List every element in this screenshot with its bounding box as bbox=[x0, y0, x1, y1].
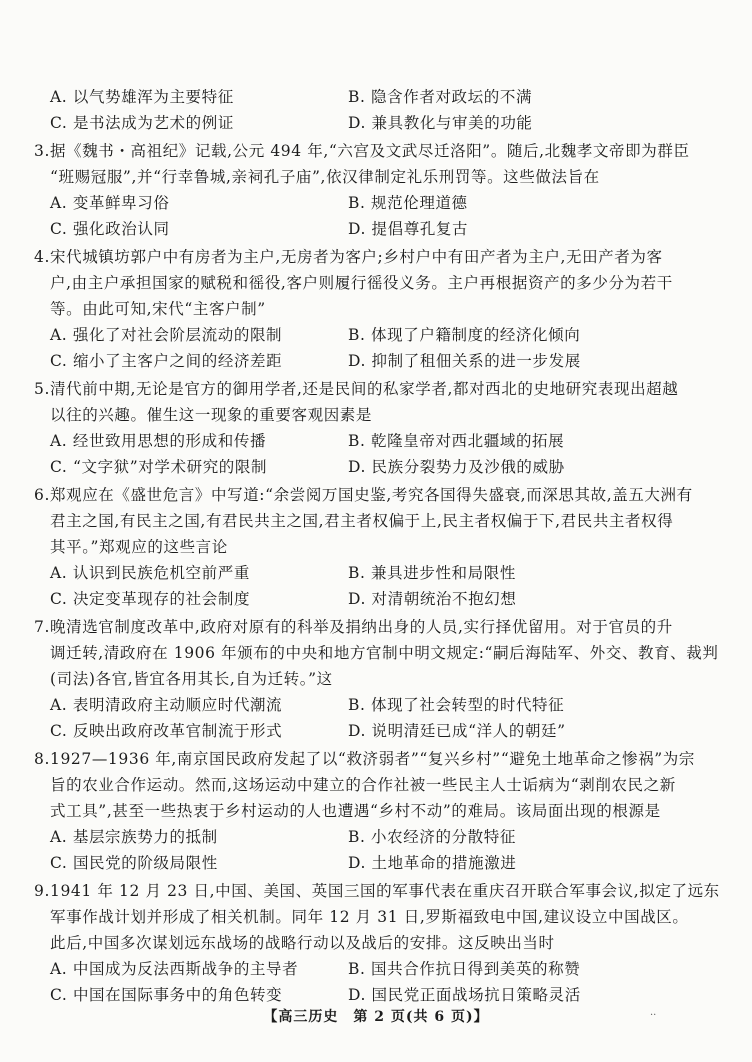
option-c: C. 反映出政府改革官制流于形式 bbox=[50, 722, 283, 740]
question-7-stem: 7.晚清选官制度改革中,政府对原有的科举及捐纳出身的人员,实行择优留用。对于官员的升 bbox=[34, 618, 673, 636]
option-d: D. 抑制了租佃关系的进一步发展 bbox=[348, 352, 581, 370]
scan-mark: ·· bbox=[650, 1010, 657, 1021]
option-a: A. 表明清政府主动顺应时代潮流 bbox=[50, 696, 283, 714]
option-a: A. 以气势雄浑为主要特征 bbox=[50, 88, 234, 106]
question-3-stem: 3.据《魏书・高祖纪》记载,公元 494 年,“六宫及文武尽迁洛阳”。随后,北魏孝文帝即为群臣 bbox=[34, 142, 690, 160]
option-b: B. 隐含作者对政坛的不满 bbox=[348, 88, 533, 106]
question-5-stem-cont: 以往的兴趣。催生这一现象的重要客观因素是 bbox=[50, 406, 373, 424]
option-a: A. 变革鲜卑习俗 bbox=[50, 194, 170, 212]
question-8-stem-cont: 式工具”,甚至一些热衷于乡村运动的人也遭遇“乡村不动”的难局。该局面出现的根源是 bbox=[50, 802, 661, 820]
option-c: C. 中国在国际事务中的角色转变 bbox=[50, 986, 283, 1004]
question-5-stem: 5.清代前中期,无论是官方的御用学者,还是民间的私家学者,都对西北的史地研究表现出超越 bbox=[34, 380, 679, 398]
question-6-stem-cont: 君主之国,有民主之国,有君民共主之国,君主者权偏于上,民主者权偏于下,君民共主者权得 bbox=[50, 512, 674, 530]
question-4-stem-cont: 户,由主户承担国家的赋税和徭役,客户则履行徭役义务。主户再根据资产的多少分为若干 bbox=[50, 274, 673, 292]
question-6-stem: 6.郑观应在《盛世危言》中写道:“余尝阅万国史鉴,考究各国得失盛衰,而深思其故,盖五大洲有 bbox=[34, 486, 693, 504]
option-d: D. 土地革命的措施激进 bbox=[348, 854, 517, 872]
question-7-stem-cont: 调迁转,清政府在 1906 年颁布的中央和地方官制中明文规定:“嗣后海陆军、外交、教育、裁判 bbox=[50, 644, 719, 662]
question-8-stem-cont: 旨的农业合作运动。然而,这场运动中建立的合作社被一些民主人士诟病为“剥削农民之新 bbox=[50, 776, 676, 794]
option-d: D. 说明清廷已成“洋人的朝廷” bbox=[348, 722, 566, 740]
option-b: B. 乾隆皇帝对西北疆域的拓展 bbox=[348, 432, 565, 450]
question-9-stem-cont: 军事作战计划并形成了相关机制。同年 12 月 31 日,罗斯福致电中国,建议设立中国战区。 bbox=[50, 908, 689, 926]
option-d: D. 提倡尊孔复古 bbox=[348, 220, 469, 238]
page-footer bbox=[0, 1006, 752, 1026]
option-a: A. 认识到民族危机空前严重 bbox=[50, 564, 250, 582]
option-c: C. 缩小了主客户之间的经济差距 bbox=[50, 352, 283, 370]
question-7-stem-cont: (司法)各官,皆宜各用其长,自为迁转。”这 bbox=[50, 670, 333, 688]
question-4-stem: 4.宋代城镇坊郭户中有房者为主户,无房者为客户;乡村户中有田产者为主户,无田产者为客 bbox=[34, 248, 663, 266]
option-c: C. 是书法成为艺术的例证 bbox=[50, 114, 234, 132]
option-d: D. 国民党正面战场抗日策略灵活 bbox=[348, 986, 581, 1004]
question-8-stem: 8.1927—1936 年,南京国民政府发起了以“救济弱者”“复兴乡村”“避免土地革命之惨祸”为宗 bbox=[34, 750, 695, 768]
option-d: D. 民族分裂势力及沙俄的威胁 bbox=[348, 458, 565, 476]
option-d: D. 对清朝统治不抱幻想 bbox=[348, 590, 517, 608]
option-b: B. 体现了社会转型的时代特征 bbox=[348, 696, 565, 714]
option-a: A. 经世致用思想的形成和传播 bbox=[50, 432, 267, 450]
option-d: D. 兼具教化与审美的功能 bbox=[348, 114, 533, 132]
option-a: A. 强化了对社会阶层流动的限制 bbox=[50, 326, 283, 344]
option-a: A. 基层宗族势力的抵制 bbox=[50, 828, 218, 846]
option-b: B. 国共合作抗日得到美英的称赞 bbox=[348, 960, 581, 978]
option-b: B. 小农经济的分散特征 bbox=[348, 828, 516, 846]
option-c: C. 国民党的阶级局限性 bbox=[50, 854, 218, 872]
page-number-label: 【高三历史 第 2 页(共 6 页)】 bbox=[263, 1009, 489, 1025]
option-b: B. 规范伦理道德 bbox=[348, 194, 468, 212]
option-c: C. 决定变革现存的社会制度 bbox=[50, 590, 251, 608]
option-c: C. “文字狱”对学术研究的限制 bbox=[50, 458, 268, 476]
question-9-stem-cont: 此后,中国多次谋划远东战场的战略行动以及战后的安排。这反映出当时 bbox=[50, 934, 555, 952]
question-9-stem: 9.1941 年 12 月 23 日,中国、美国、英国三国的军事代表在重庆召开联合军事会议,拟定了远东 bbox=[34, 882, 720, 900]
option-a: A. 中国成为反法西斯战争的主导者 bbox=[50, 960, 299, 978]
option-b: B. 兼具进步性和局限性 bbox=[348, 564, 516, 582]
option-b: B. 体现了户籍制度的经济化倾向 bbox=[348, 326, 581, 344]
option-c: C. 强化政治认同 bbox=[50, 220, 170, 238]
question-6-stem-cont: 其平。”郑观应的这些言论 bbox=[50, 538, 228, 556]
question-3-stem-cont: “班赐冠服”,并“行幸鲁城,亲祠孔子庙”,依汉律制定礼乐刑罚等。这些做法旨在 bbox=[50, 168, 600, 186]
question-4-stem-cont: 等。由此可知,宋代“主客户制” bbox=[50, 300, 266, 318]
